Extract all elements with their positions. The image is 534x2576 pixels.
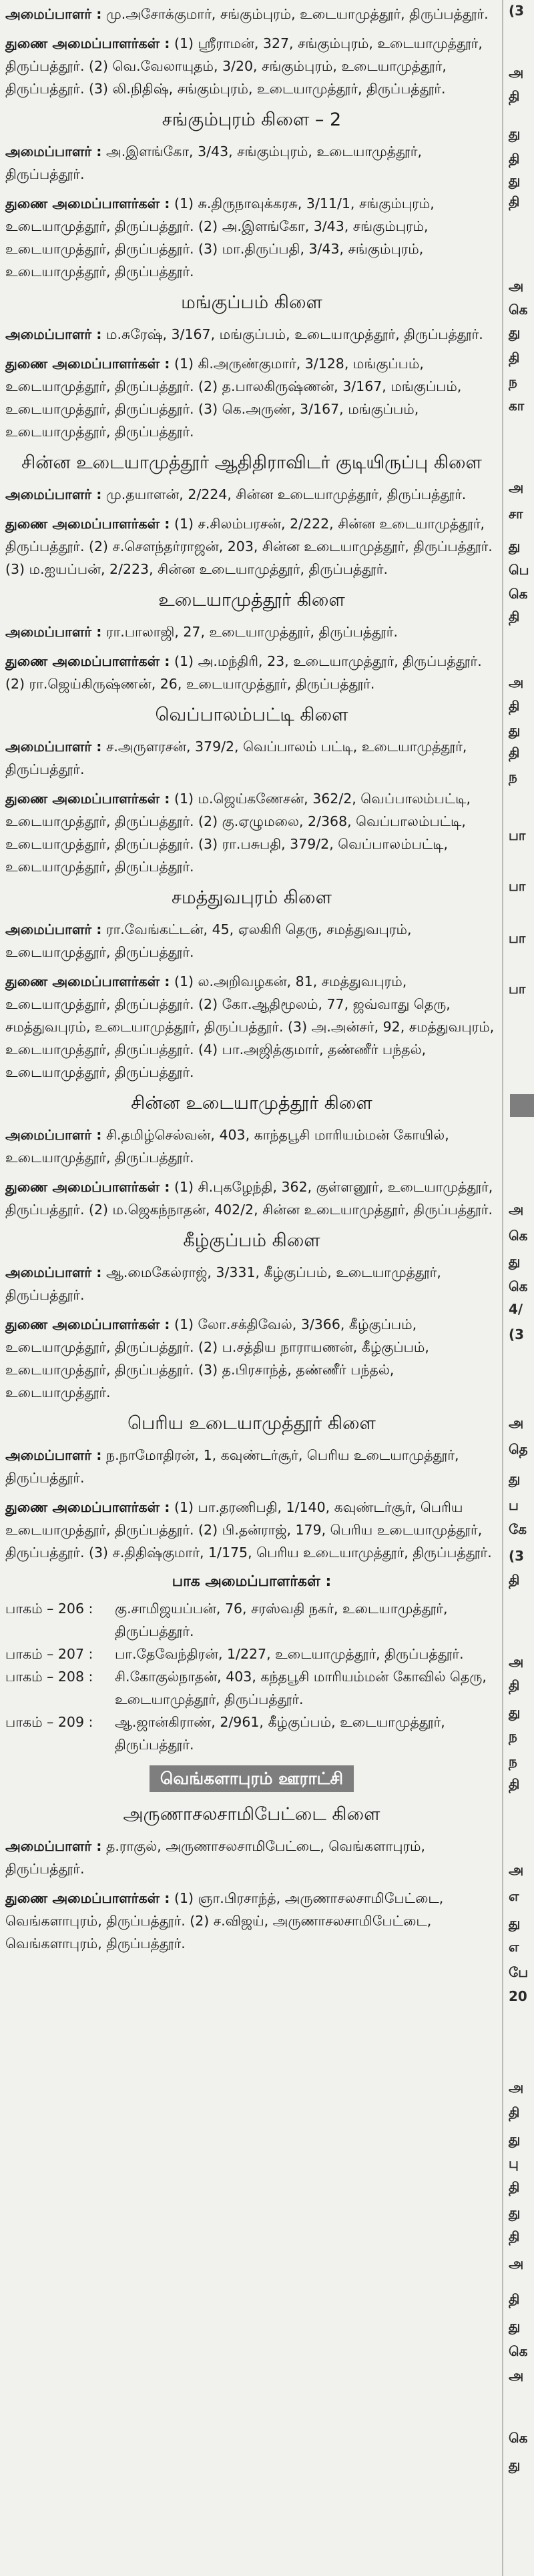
fragment-text: கெ <box>509 2343 528 2359</box>
fragment-text: து <box>509 324 521 340</box>
branch-heading: உடையாமுத்தூர் கிளை <box>158 590 345 610</box>
entry-text: (1) சி.புகழேந்தி, 362, குள்ளனூர், உடையாமுத்தூர், திருப்பத்தூர். (2) ம.ஜெகந்நாதன், 402/2, சின்ன உடையாமுத்தூர், திருப்பத்தூர். <box>5 1179 493 1218</box>
branch-section <box>5 107 498 283</box>
entry-label: அமைப்பாளர் : <box>5 6 102 22</box>
entry-text: (1) சு.திருநாவுக்கரசு, 3/11/1, சங்கும்புரம், உடையாமுத்தூர், திருப்பத்தூர். (2) அ.இளங்கோ, 3/43, சங்கும்புரம், உடையாமுத்தூர், திருப்பத்தூர். (3) மா.திருப்பதி, 3/43, சங்கும்புரம், உடையாமுத்தூர், திருப்பத்தூர். <box>5 195 435 280</box>
fragment-text: கெ <box>509 1278 528 1294</box>
entry-label: அமைப்பாளர் : <box>5 624 102 640</box>
organizer-entry <box>5 735 498 781</box>
deputy-organizers-entry <box>5 1176 498 1221</box>
entry-text: ஆ.மைகேல்ராஜ், 3/331, கீழ்குப்பம், உடையாமுத்தூர், திருப்பத்தூர். <box>5 1264 441 1303</box>
ward-text: ஆ.ஜான்கிராண், 2/961, கீழ்குப்பம், உடையாமுத்தூர், திருப்பத்தூர். <box>115 1714 445 1753</box>
fragment-text: தி <box>509 350 520 366</box>
fragment-text: சா <box>509 506 523 522</box>
fragment-text: 20 <box>509 1988 527 2004</box>
entry-label: துணை அமைப்பாளர்கள் : <box>5 791 170 807</box>
fragment-text: தி <box>509 1572 520 1588</box>
branch-section <box>5 587 498 695</box>
entry-label: துணை அமைப்பாளர்கள் : <box>5 35 170 51</box>
fragment-text: (3 <box>509 3 525 19</box>
fragment-text: அ <box>509 2255 524 2271</box>
entry-text: (1) ல.அறிவழகன், 81, சமத்துவபுரம், உடையாமுத்தூர், திருப்பத்தூர். (2) கோ.ஆதிமூலம், 77, ஜவ்வாது தெரு, சமத்துவபுரம், உடையாமுத்தூர், திருப்பத்தூர். (3) அ.அன்சர், 92, சமத்துவபுரம், உடையாமுத்தூர், திருப்பத்தூர். (4) பா.அஜித்குமார், தண்ணீர் பந்தல், உடையாமுத்தூர், திருப்பத்தூர். <box>5 973 495 1080</box>
ward-row <box>5 1665 498 1711</box>
fragment-text: அ <box>509 1653 524 1669</box>
fragment-text: பெ <box>509 562 529 578</box>
organizer-entry <box>5 1124 498 1169</box>
fragment-text: தி <box>509 1677 520 1693</box>
adjacent-column-fragment <box>502 0 534 2576</box>
fragment-text: அ <box>509 64 524 80</box>
deputy-organizers-entry <box>5 1887 498 1955</box>
branch-section <box>5 450 498 580</box>
entry-label: துணை அமைப்பாளர்கள் : <box>5 195 170 211</box>
branch-heading: வெப்பாலம்பட்டி கிளை <box>155 705 348 725</box>
organizer-entry <box>5 483 498 506</box>
fragment-text: தி <box>509 2291 520 2307</box>
fragment-text: து <box>509 1915 521 1931</box>
branch-section <box>5 1090 498 1221</box>
fragment-text: து <box>509 722 521 738</box>
entry-label: துணை அமைப்பாளர்கள் : <box>5 356 170 372</box>
entry-label: அமைப்பாளர் : <box>5 1264 102 1280</box>
entry-text: மு.அசோக்குமார், சங்கும்புரம், உடையாமுத்தூர், திருப்பத்தூர். <box>105 6 489 22</box>
fragment-text: தி <box>509 151 520 167</box>
entry-label: துணை அமைப்பாளர்கள் : <box>5 1890 170 1906</box>
fragment-text: பா <box>509 930 526 946</box>
entry-text: த.ராகுல், அருணாசலசாமிபேட்டை, வெங்களாபுரம், திருப்பத்தூர். <box>5 1838 426 1877</box>
deputy-organizers-entry <box>5 650 498 695</box>
fragment-text: அ <box>509 1414 524 1430</box>
fragment-text: பா <box>509 981 526 997</box>
entry-label: அமைப்பாளர் : <box>5 1127 102 1143</box>
fragment-text: எ <box>509 1939 519 1955</box>
entry-text: அ.இளங்கோ, 3/43, சங்கும்புரம், உடையாமுத்தூர், திருப்பத்தூர். <box>5 143 422 182</box>
entry-text: ச.அருளரசன், 379/2, வெப்பாலம் பட்டி, உடையாமுத்தூர், திருப்பத்தூர். <box>5 739 467 777</box>
entry-label: துணை அமைப்பாளர்கள் : <box>5 1499 170 1515</box>
entry-text: (1) கி.அருண்குமார், 3/128, மங்குப்பம், உடையாமுத்தூர், திருப்பத்தூர். (2) த.பாலகிருஷ்ணன், 3/167, மங்குப்பம், உடையாமுத்தூர், திருப்பத்தூர். (3) கெ.அருண், 3/167, மங்குப்பம், உடையாமுத்தூர், திருப்பத்தூர். <box>5 356 462 440</box>
entry-label: துணை அமைப்பாளர்கள் : <box>5 973 170 989</box>
fragment-text: பு <box>509 2155 519 2171</box>
ward-label: பாகம் – 206 : <box>5 1601 93 1617</box>
fragment-text: தி <box>509 745 520 761</box>
entry-label: அமைப்பாளர் : <box>5 739 102 755</box>
deputy-organizers-entry <box>5 352 498 443</box>
organizer-entry <box>5 140 498 185</box>
branch-heading: அருணாசலசாமிபேட்டை கிளை <box>123 1804 380 1825</box>
fragment-text: பா <box>509 827 526 843</box>
panchayat-banner-wrap <box>5 1765 498 1792</box>
organizer-entry <box>5 1261 498 1306</box>
entry-text: சி.தமிழ்செல்வன், 403, காந்தபூசி மாரியம்மன் கோயில், உடையாமுத்தூர், திருப்பத்தூர். <box>5 1127 449 1166</box>
deputy-organizers-entry <box>5 192 498 283</box>
entry-text: ரா.பாலாஜி, 27, உடையாமுத்தூர், திருப்பத்தூர். <box>105 624 398 640</box>
fragment-text: து <box>509 2318 521 2334</box>
fragment-text: து <box>509 2204 521 2220</box>
entry-text: (1) ம.ஜெய்கணேசன், 362/2, வெப்பாலம்பட்டி, உடையாமுத்தூர், திருப்பத்தூர். (2) கு.ஏழுமலை, 2/368, வெப்பாலம்பட்டி, உடையாமுத்தூர், திருப்பத்தூர். (3) ரா.பசுபதி, 379/2, வெப்பாலம்பட்டி, உடையாமுத்தூர், திருப்பத்தூர். <box>5 791 471 875</box>
organizer-entry <box>5 1835 498 1880</box>
ward-row <box>5 1643 498 1665</box>
branch-heading: சின்ன உடையாமுத்தூர் கிளை <box>131 1093 372 1114</box>
deputy-organizers-entry <box>5 1313 498 1404</box>
fragment-text: து <box>509 125 521 141</box>
entry-label: அமைப்பாளர் : <box>5 486 102 502</box>
gray-banner-fragment <box>510 1094 534 1117</box>
fragment-text: தி <box>509 2104 520 2120</box>
fragment-text: ப <box>509 1497 519 1513</box>
fragment-text: து <box>509 172 521 188</box>
fragment-text: தி <box>509 2228 520 2244</box>
organizer-entry <box>5 620 498 643</box>
branch-heading: சின்ன உடையாமுத்தூர் ஆதிதிராவிடர் குடியிருப்பு கிளை <box>21 452 482 473</box>
fragment-text: அ <box>509 479 524 495</box>
ward-organizers-title: பாக அமைப்பாளர்கள் : <box>172 1573 332 1590</box>
branch-section <box>5 3 498 100</box>
entry-label: அமைப்பாளர் : <box>5 326 102 342</box>
entry-label: அமைப்பாளர் : <box>5 1838 102 1854</box>
ward-text: சி.கோகுல்நாதன், 403, கந்தபூசி மாரியம்மன் கோவில் தெரு, உடையாமுத்தூர், திருப்பத்தூர். <box>115 1669 487 1707</box>
branch-section <box>5 1410 498 1756</box>
fragment-text: அ <box>509 2367 524 2383</box>
branch-section <box>5 1801 498 1955</box>
branch-section <box>5 885 498 1084</box>
organizer-entry <box>5 1444 498 1489</box>
fragment-text: தி <box>509 608 520 624</box>
branch-heading: சமத்துவபுரம் கிளை <box>172 887 332 908</box>
fragment-text: ந <box>509 374 517 390</box>
ward-list <box>5 1597 498 1756</box>
fragment-text: 4/ <box>509 1301 523 1317</box>
branch-heading: கீழ்குப்பம் கிளை <box>183 1230 320 1251</box>
branch-section <box>5 290 498 443</box>
fragment-text: தி <box>509 1776 520 1792</box>
fragment-text: (3 <box>509 1548 525 1564</box>
fragment-text: (3 <box>509 1326 525 1342</box>
organizer-entry <box>5 918 498 963</box>
entry-label: அமைப்பாளர் : <box>5 921 102 937</box>
fragment-text: அ <box>509 2079 524 2095</box>
entry-text: (1) லோ.சக்திவேல், 3/366, கீழ்குப்பம், உடையாமுத்தூர், திருப்பத்தூர். (2) ப.சத்திய நாராயணன், கீழ்குப்பம், உடையாமுத்தூர், திருப்பத்தூர். (3) த.பிரசாந்த், தண்ணீர் பந்தல், உடையாமுத்தூர். <box>5 1316 429 1400</box>
fragment-text: தி <box>509 698 520 714</box>
organizer-entry <box>5 3 498 25</box>
entry-text: மு.தயாளன், 2/224, சின்ன உடையாமுத்தூர், திருப்பத்தூர். <box>105 486 467 502</box>
fragment-text: தி <box>509 88 520 104</box>
entry-label: துணை அமைப்பாளர்கள் : <box>5 1179 170 1195</box>
fragment-text: து <box>509 538 521 554</box>
entry-label: அமைப்பாளர் : <box>5 1447 102 1463</box>
fragment-text: ந <box>509 1728 517 1744</box>
entry-text: (1) அ.மந்திரி, 23, உடையாமுத்தூர், திருப்பத்தூர். (2) ரா.ஜெய்கிருஷ்ணன், 26, உடையாமுத்தூர், திருப்பத்தூர். <box>5 653 482 692</box>
entry-text: (1) ஸ்ரீராமன், 327, சங்கும்புரம், உடையாமுத்தூர், திருப்பத்தூர். (2) வெ.வேலாயுதம், 3/20, சங்கும்புரம், உடையாமுத்தூர், திருப்பத்தூர். (3) லி.நிதிஷ், சங்கும்புரம், உடையாமுத்தூர், திருப்பத்தூர். <box>5 35 483 97</box>
fragment-text: கெ <box>509 1228 528 1244</box>
fragment-text: தி <box>509 193 520 209</box>
branch-section <box>5 1228 498 1404</box>
fragment-text: பா <box>509 878 526 894</box>
organizer-entry <box>5 323 498 346</box>
branch-heading: பெரிய உடையாமுத்தூர் கிளை <box>127 1413 376 1434</box>
fragment-text: அ <box>509 1201 524 1217</box>
deputy-organizers-entry <box>5 787 498 878</box>
branch-section <box>5 702 498 878</box>
fragment-text: பே <box>509 1964 529 1980</box>
ward-label: பாகம் – 209 : <box>5 1714 93 1730</box>
branch-heading: மங்குப்பம் கிளை <box>181 292 322 313</box>
fragment-text: எ <box>509 1888 519 1904</box>
fragment-text: தெ <box>509 1441 528 1457</box>
fragment-text: ந <box>509 1753 517 1769</box>
panchayat-banner: வெங்களாபுரம் ஊராட்சி <box>150 1765 354 1792</box>
deputy-organizers-entry <box>5 512 498 580</box>
entry-label: அமைப்பாளர் : <box>5 143 102 159</box>
fragment-text: கெ <box>509 586 528 602</box>
entry-text: (1) ச.சிலம்பரசன், 2/222, சின்ன உடையாமுத்தூர், திருப்பத்தூர். (2) ச.செளந்தர்ராஜன், 203, சின்ன உடையாமுத்தூர், திருப்பத்தூர். (3) ம.ஐயப்பன், 2/223, சின்ன உடையாமுத்தூர், திருப்பத்தூர். <box>5 516 493 577</box>
ward-text: கு.சாமிஜயப்பன், 76, சரஸ்வதி நகர், உடையாமுத்தூர், திருப்பத்தூர். <box>115 1601 448 1639</box>
fragment-text: அ <box>509 674 524 690</box>
ward-label: பாகம் – 208 : <box>5 1669 93 1685</box>
branch-heading: சங்கும்புரம் கிளை – 2 <box>162 109 342 130</box>
deputy-organizers-entry <box>5 32 498 100</box>
deputy-organizers-entry <box>5 1496 498 1564</box>
entry-label: துணை அமைப்பாளர்கள் : <box>5 653 170 669</box>
entry-text: ந.நாமோதிரன், 1, கவுண்டர்சூர், பெரிய உடையாமுத்தூர், திருப்பத்தூர். <box>5 1447 459 1486</box>
fragment-text: ந <box>509 769 517 785</box>
entry-text: ரா.வேங்கட்டன், 45, ஏலகிரி தெரு, சமத்துவபுரம், உடையாமுத்தூர், திருப்பத்தூர். <box>5 921 412 960</box>
entry-text: (1) பா.தரணிபதி, 1/140, கவுண்டர்சூர், பெரிய உடையாமுத்தூர், திருப்பத்தூர். (2) பி.தன்ராஜ், 179, பெரிய உடையாமுத்தூர், திருப்பத்தூர். (3) ச.திதிஷ்குமார், 1/175, பெரிய உடையாமுத்தூர், திருப்பத்தூர். <box>5 1499 492 1561</box>
entry-text: ம.சுரேஷ், 3/167, மங்குப்பம், உடையாமுத்தூர், திருப்பத்தூர். <box>105 326 483 342</box>
fragment-text: கா <box>509 398 525 414</box>
entry-text: (1) ஞா.பிரசாந்த், அருணாசலசாமிபேட்டை, வெங்களாபுரம், திருப்பத்தூர். (2) ச.விஜய், அருணாசலசாமிபேட்டை, வெங்களாபுரம், திருப்பத்தூர். <box>5 1890 444 1952</box>
ward-text: பா.தேவேந்திரன், 1/227, உடையாமுத்தூர், திருப்பத்தூர். <box>115 1646 464 1662</box>
fragment-text: து <box>509 1253 521 1269</box>
fragment-text: அ <box>509 1861 524 1877</box>
deputy-organizers-entry <box>5 970 498 1084</box>
entry-label: துணை அமைப்பாளர்கள் : <box>5 1316 170 1332</box>
fragment-text: து <box>509 2457 521 2473</box>
ward-row <box>5 1711 498 1756</box>
fragment-text: தி <box>509 2179 520 2195</box>
ward-row <box>5 1597 498 1643</box>
fragment-text: து <box>509 1704 521 1720</box>
entry-label: துணை அமைப்பாளர்கள் : <box>5 516 170 532</box>
fragment-text: கெ <box>509 2430 528 2446</box>
fragment-text: கெ <box>509 302 528 318</box>
ward-label: பாகம் – 207 : <box>5 1646 93 1662</box>
fragment-text: அ <box>509 278 524 294</box>
fragment-text: து <box>509 2131 521 2147</box>
fragment-text: கே <box>509 1521 527 1537</box>
fragment-text: து <box>509 1470 521 1486</box>
